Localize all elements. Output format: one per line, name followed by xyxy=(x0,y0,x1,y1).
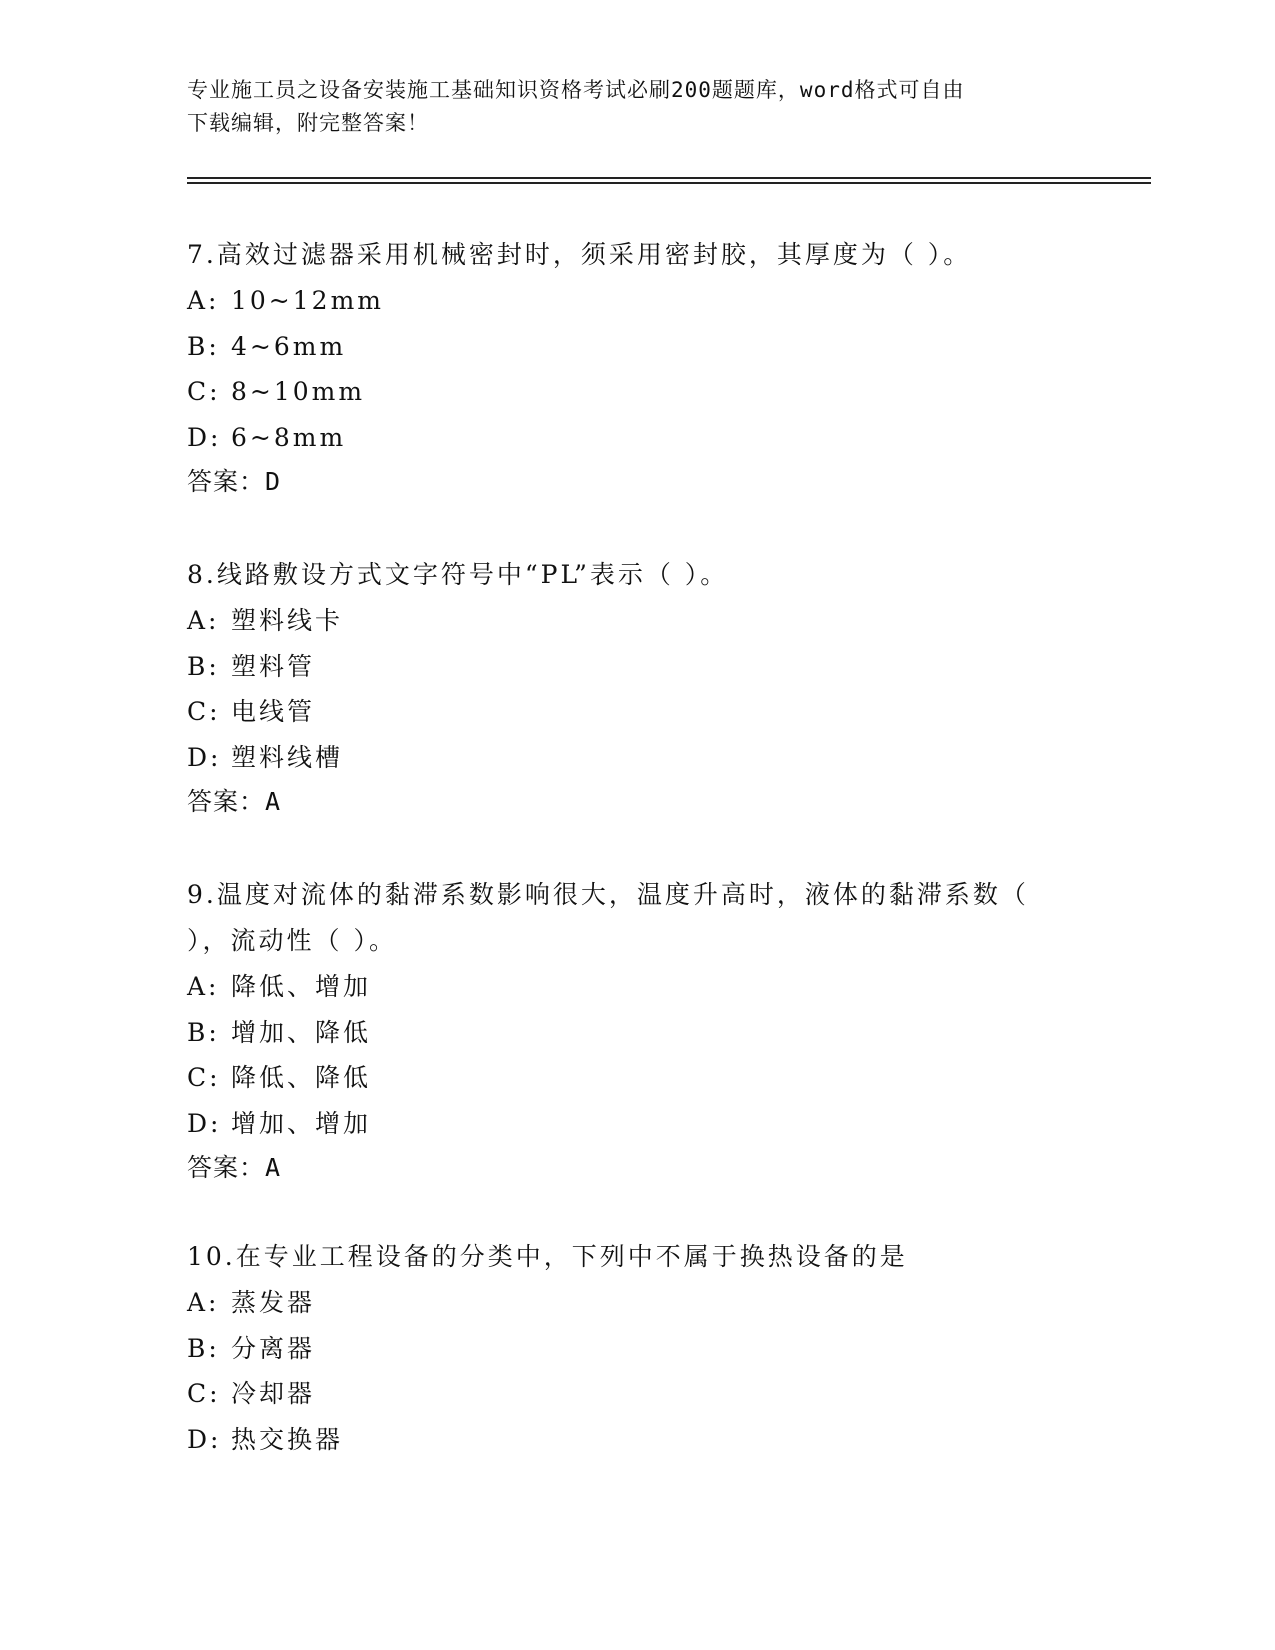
answer-line: 答案：A xyxy=(187,1153,282,1182)
option-a xyxy=(187,278,1087,324)
option-letter: B: xyxy=(187,1017,220,1047)
option-c xyxy=(187,1055,1087,1101)
option-letter: D: xyxy=(187,1108,222,1138)
option-text: 降低、增加 xyxy=(231,972,372,1001)
option-c xyxy=(187,689,1087,735)
option-a xyxy=(187,964,1087,1010)
question-stem: 10.在专业工程设备的分类中，下列中不属于换热设备的是 xyxy=(187,1242,908,1271)
header-line-2: 下载编辑，附完整答案！ xyxy=(187,111,429,135)
question-9 xyxy=(187,872,1087,1190)
option-text: 塑料线槽 xyxy=(231,742,344,772)
option-c xyxy=(187,369,1087,415)
option-b xyxy=(187,324,1087,370)
option-a xyxy=(187,598,1087,644)
option-letter: B: xyxy=(187,651,220,681)
option-d xyxy=(187,735,1087,781)
option-letter: A: xyxy=(187,1288,220,1317)
option-letter: C: xyxy=(187,377,221,406)
option-a xyxy=(187,1280,1087,1326)
option-d xyxy=(187,1417,1087,1463)
question-stem-continued: ），流动性（ ）。 xyxy=(187,926,397,955)
option-text: 热交换器 xyxy=(231,1424,344,1454)
option-letter: D: xyxy=(187,1424,222,1454)
document-header xyxy=(187,74,1067,140)
option-text: 塑料管 xyxy=(231,651,316,681)
option-text: 6~8mm xyxy=(231,422,347,452)
option-text: 塑料线卡 xyxy=(231,606,344,635)
header-divider-bottom xyxy=(187,182,1151,184)
header-line-1: 专业施工员之设备安装施工基础知识资格考试必刷200题题库，word格式可自由 xyxy=(187,78,965,102)
option-b xyxy=(187,1010,1087,1056)
option-c xyxy=(187,1371,1087,1417)
option-text: 8~10mm xyxy=(231,377,366,406)
header-divider-top xyxy=(187,177,1151,179)
option-text: 10~12mm xyxy=(231,286,384,315)
option-text: 电线管 xyxy=(231,697,316,726)
option-letter: B: xyxy=(187,1333,220,1363)
question-stem: 9.温度对流体的黏滞系数影响很大，温度升高时，液体的黏滞系数（ xyxy=(187,880,1029,909)
option-letter: D: xyxy=(187,742,222,772)
option-text: 增加、增加 xyxy=(231,1108,372,1138)
question-stem: 8.线路敷设方式文字符号中“PL”表示（ ）。 xyxy=(187,560,729,589)
option-b xyxy=(187,1326,1087,1372)
option-text: 分离器 xyxy=(231,1333,316,1363)
question-10 xyxy=(187,1234,1087,1462)
option-text: 降低、降低 xyxy=(231,1063,372,1092)
option-letter: A: xyxy=(187,606,220,635)
option-text: 冷却器 xyxy=(231,1379,316,1408)
option-letter: C: xyxy=(187,697,221,726)
question-stem: 7.高效过滤器采用机械密封时，须采用密封胶，其厚度为（ ）。 xyxy=(187,240,972,269)
option-text: 增加、降低 xyxy=(231,1017,372,1047)
answer-line: 答案：A xyxy=(187,787,282,816)
question-8 xyxy=(187,552,1087,824)
option-d xyxy=(187,415,1087,461)
question-7 xyxy=(187,232,1087,504)
option-letter: C: xyxy=(187,1379,221,1408)
option-letter: B: xyxy=(187,331,220,361)
option-text: 4~6mm xyxy=(231,331,347,361)
option-letter: D: xyxy=(187,422,222,452)
answer-line: 答案：D xyxy=(187,467,282,496)
option-d xyxy=(187,1101,1087,1147)
option-b xyxy=(187,644,1087,690)
option-letter: C: xyxy=(187,1063,221,1092)
option-letter: A: xyxy=(187,972,220,1001)
option-text: 蒸发器 xyxy=(231,1288,316,1317)
option-letter: A: xyxy=(187,286,220,315)
